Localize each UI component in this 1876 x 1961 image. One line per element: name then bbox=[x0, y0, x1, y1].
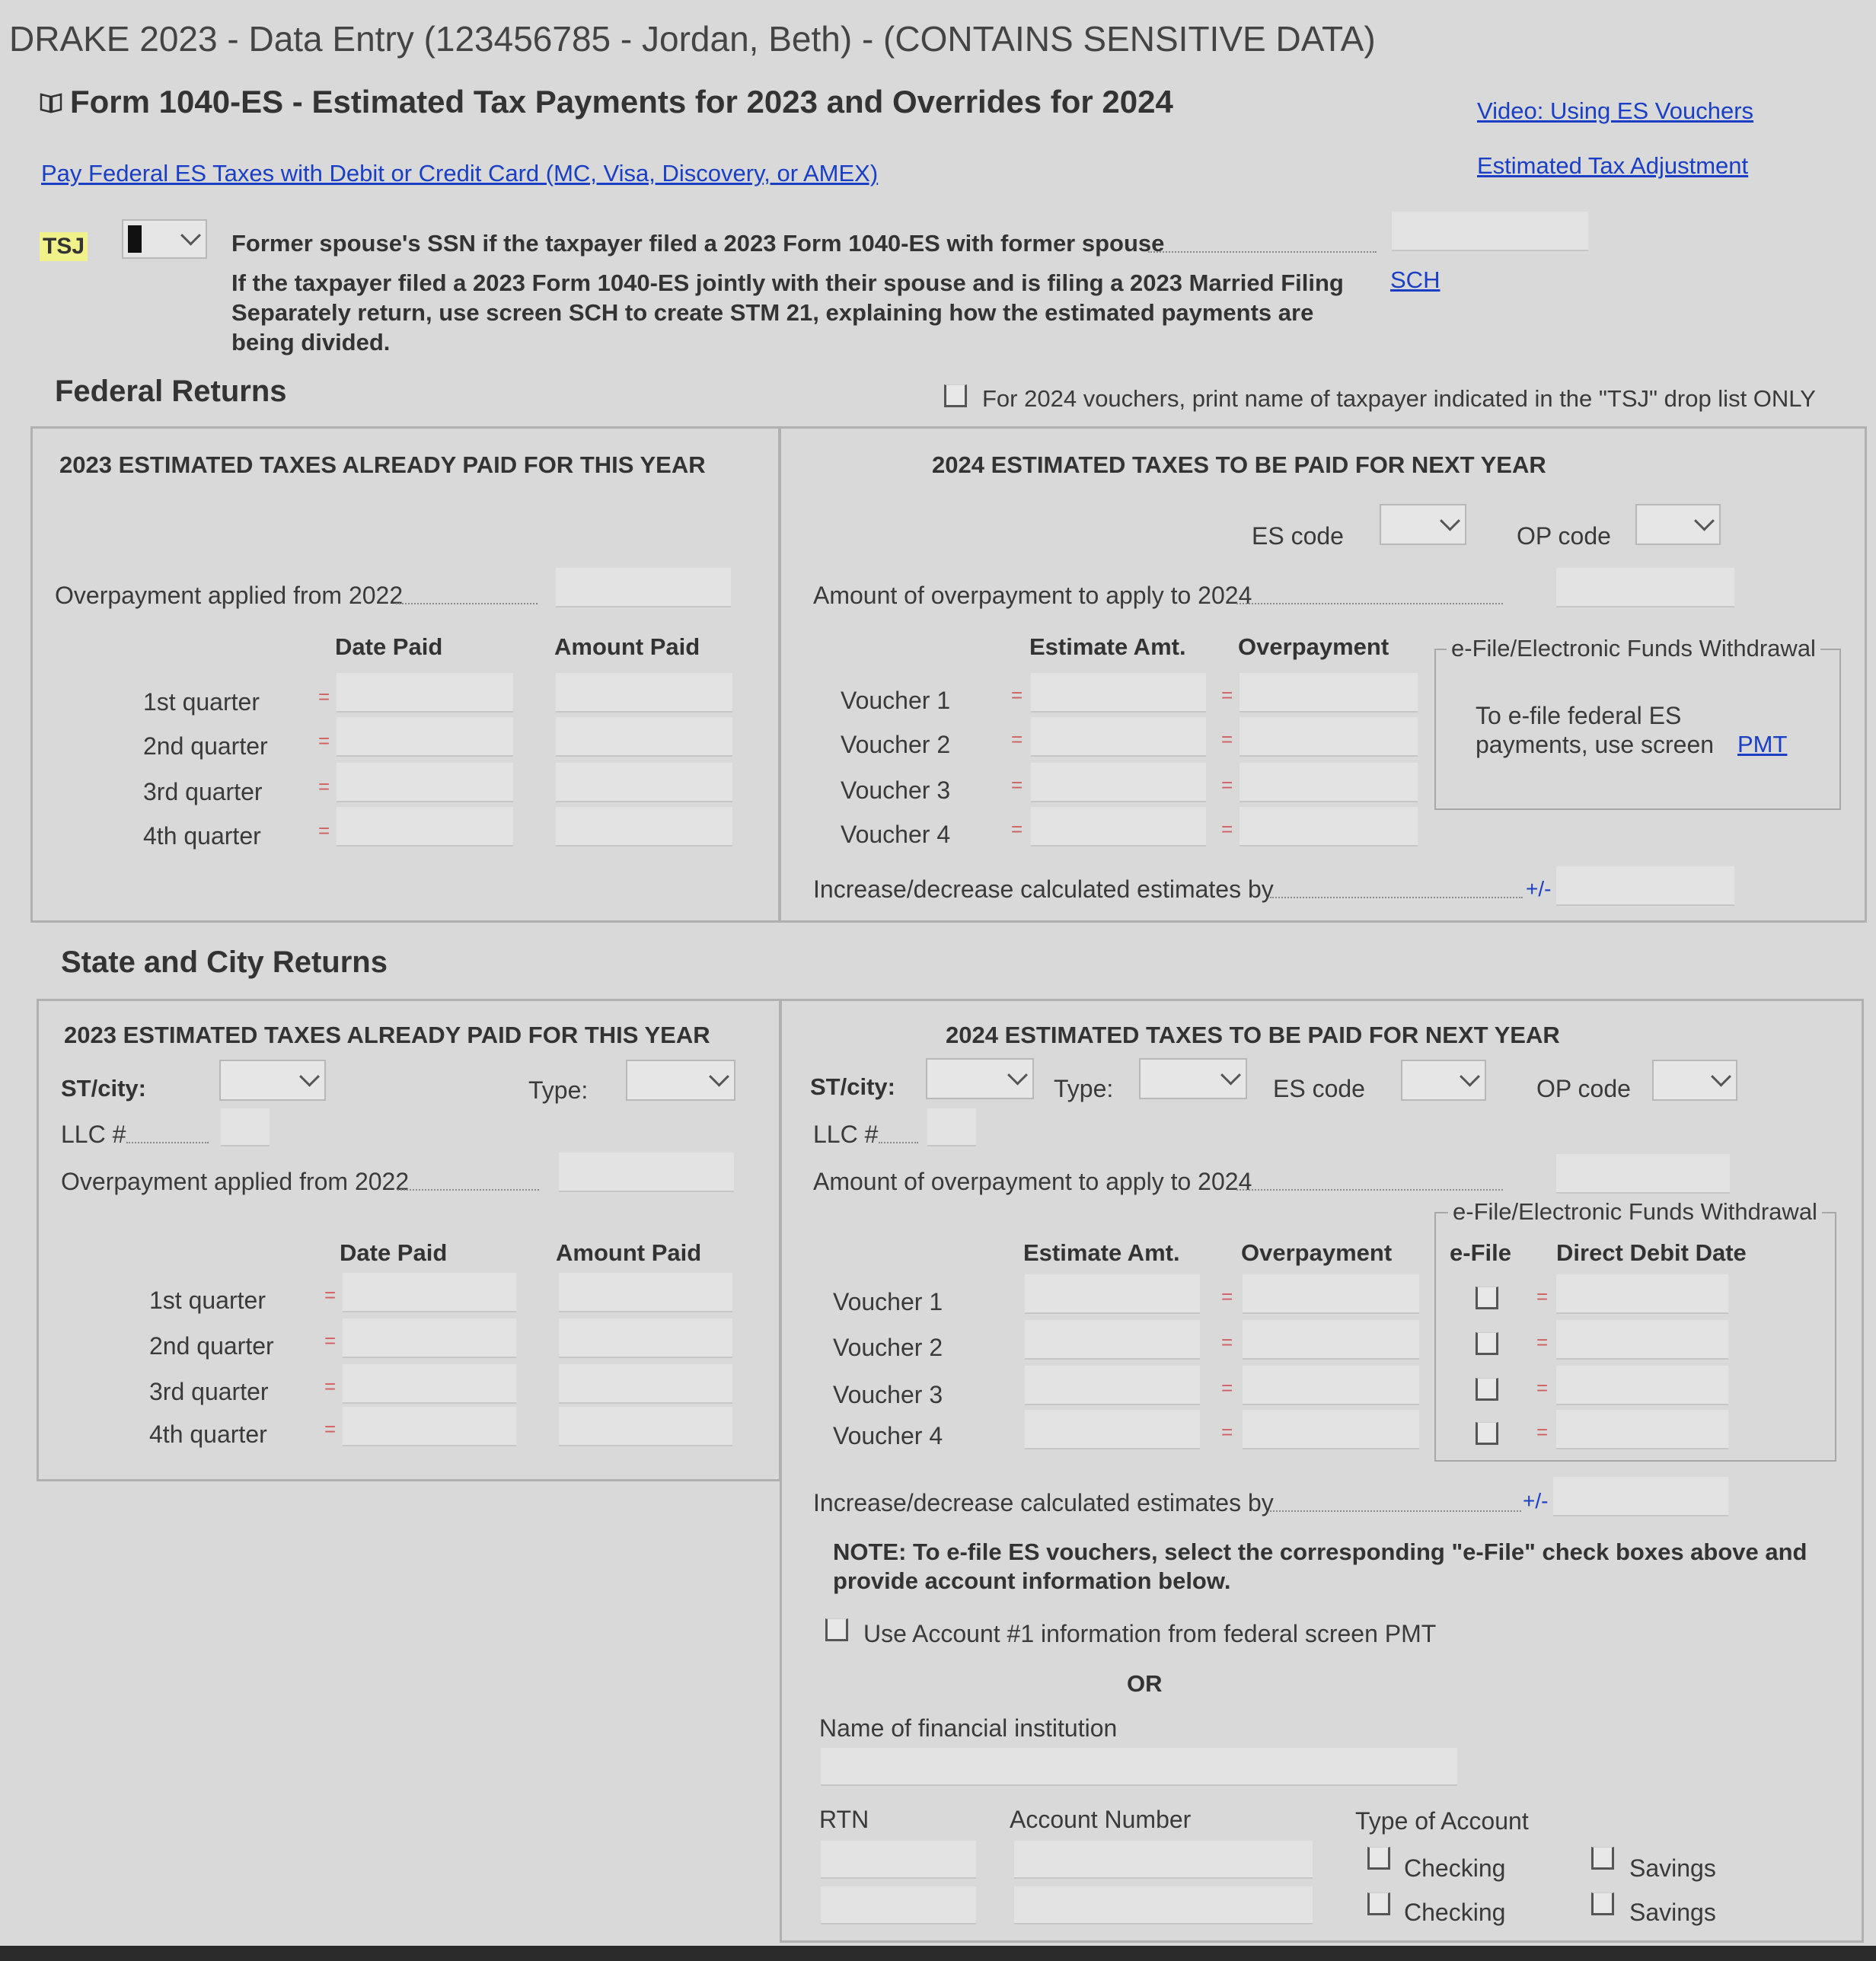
checking-checkbox-2[interactable] bbox=[1367, 1892, 1390, 1915]
state-v4-estimate-field[interactable] bbox=[1025, 1410, 1200, 1449]
book-icon bbox=[40, 91, 62, 113]
equals-icon: = bbox=[1221, 1285, 1233, 1308]
equals-icon: = bbox=[1221, 1331, 1233, 1354]
state-incdec-field[interactable] bbox=[1553, 1477, 1728, 1516]
fed-es-code-label: ES code bbox=[1252, 522, 1344, 550]
fed-voucher-label: Voucher 4 bbox=[841, 821, 951, 848]
state-paid-type-dropdown[interactable] bbox=[626, 1060, 735, 1101]
state-v4-efile-checkbox[interactable] bbox=[1476, 1422, 1498, 1445]
state-next-stcity-dropdown[interactable] bbox=[926, 1058, 1034, 1099]
state-v2-efile-checkbox[interactable] bbox=[1476, 1332, 1498, 1355]
dot-leader bbox=[879, 1142, 918, 1143]
plus-minus-icon: +/- bbox=[1523, 1489, 1549, 1513]
state-voucher-label: Voucher 1 bbox=[833, 1288, 943, 1315]
chevron-down-icon bbox=[180, 225, 201, 246]
chevron-down-icon bbox=[1440, 511, 1460, 531]
print-tsj-name-checkbox[interactable] bbox=[944, 384, 967, 407]
federal-returns-heading: Federal Returns bbox=[55, 375, 287, 408]
account-number-field-1[interactable] bbox=[1014, 1841, 1313, 1879]
fed-q3-date-field[interactable] bbox=[337, 763, 513, 802]
equals-icon: = bbox=[1221, 1376, 1233, 1399]
equals-icon: = bbox=[324, 1329, 337, 1352]
state-v3-overpay-field[interactable] bbox=[1243, 1366, 1419, 1405]
dot-leader bbox=[1270, 1510, 1521, 1512]
fed-v3-estimate-field[interactable] bbox=[1031, 763, 1206, 802]
chevron-down-icon bbox=[1007, 1065, 1028, 1086]
checking-checkbox-1[interactable] bbox=[1367, 1847, 1390, 1870]
state-paid-llc-field[interactable] bbox=[221, 1108, 270, 1146]
state-next-type-dropdown[interactable] bbox=[1139, 1058, 1247, 1099]
fed-quarter-label: 4th quarter bbox=[143, 822, 261, 850]
pay-federal-es-link[interactable]: Pay Federal ES Taxes with Debit or Credit Card (MC, Visa, Discovery, or AMEX) bbox=[41, 160, 879, 187]
state-q3-date-field[interactable] bbox=[343, 1364, 516, 1404]
chevron-down-icon bbox=[1220, 1065, 1241, 1086]
state-es-code-dropdown[interactable] bbox=[1401, 1060, 1486, 1101]
dot-leader bbox=[397, 1189, 539, 1191]
state-debit-date-header: Direct Debit Date bbox=[1556, 1239, 1747, 1266]
state-v2-estimate-field[interactable] bbox=[1025, 1320, 1200, 1360]
fed-quarter-label: 2nd quarter bbox=[143, 732, 268, 760]
fed-v2-overpay-field[interactable] bbox=[1240, 717, 1418, 757]
state-q1-date-field[interactable] bbox=[343, 1273, 516, 1312]
fed-overpay-2024-label: Amount of overpayment to apply to 2024 bbox=[813, 582, 1252, 609]
equals-icon: = bbox=[318, 685, 330, 708]
state-v4-debit-date-field[interactable] bbox=[1556, 1410, 1728, 1449]
equals-icon: = bbox=[324, 1375, 337, 1398]
state-paid-stcity-label: ST/city: bbox=[61, 1075, 146, 1102]
chevron-down-icon bbox=[709, 1067, 729, 1087]
state-incdec-label: Increase/decrease calculated estimates by bbox=[813, 1489, 1274, 1516]
equals-icon: = bbox=[1011, 818, 1023, 840]
state-next-type-label: Type: bbox=[1054, 1075, 1114, 1102]
dot-leader bbox=[396, 603, 538, 604]
fed-v3-overpay-field[interactable] bbox=[1240, 763, 1418, 802]
form-title bbox=[40, 84, 1173, 120]
fed-overpayment-2022-field[interactable] bbox=[556, 568, 731, 607]
tsj-selected-swatch bbox=[128, 225, 142, 253]
state-q2-amount-field[interactable] bbox=[559, 1318, 732, 1358]
state-v1-debit-date-field[interactable] bbox=[1556, 1274, 1728, 1314]
equals-icon: = bbox=[318, 819, 330, 842]
state-overpayment-2022-field[interactable] bbox=[559, 1153, 734, 1192]
fed-q2-amount-field[interactable] bbox=[556, 717, 732, 757]
rtn-field-1[interactable] bbox=[821, 1841, 976, 1879]
former-spouse-ssn-label: Former spouse's SSN if the taxpayer filed a 2023 Form 1040-ES with former spouse bbox=[231, 230, 1165, 257]
type-of-account-label: Type of Account bbox=[1355, 1807, 1529, 1835]
form-title-text: Form 1040-ES - Estimated Tax Payments for 2023 and Overrides for 2024 bbox=[70, 84, 1173, 120]
state-v1-efile-checkbox[interactable] bbox=[1476, 1287, 1498, 1309]
state-es-code-label: ES code bbox=[1273, 1075, 1365, 1102]
fin-inst-field[interactable] bbox=[821, 1748, 1457, 1786]
chevron-down-icon bbox=[299, 1067, 320, 1087]
state-v2-overpay-field[interactable] bbox=[1243, 1320, 1419, 1360]
fed-voucher-label: Voucher 2 bbox=[841, 731, 951, 758]
state-q4-date-field[interactable] bbox=[343, 1407, 516, 1446]
fed-incdec-field[interactable] bbox=[1556, 866, 1734, 906]
fed-efile-text1: To e-file federal ES bbox=[1476, 702, 1682, 729]
fed-voucher-label: Voucher 3 bbox=[841, 776, 951, 804]
dot-leader bbox=[1236, 1189, 1503, 1191]
tsj-badge: TSJ bbox=[40, 232, 88, 261]
state-paid-llc-label: LLC # bbox=[61, 1121, 126, 1148]
fed-overpay-2024-field[interactable] bbox=[1556, 568, 1734, 607]
dot-leader bbox=[1270, 897, 1523, 898]
state-op-code-dropdown[interactable] bbox=[1652, 1060, 1737, 1101]
state-v3-efile-checkbox[interactable] bbox=[1476, 1378, 1498, 1401]
equals-icon: = bbox=[324, 1417, 337, 1440]
state-overpayment-header: Overpayment bbox=[1241, 1239, 1393, 1266]
mfs-note: If the taxpayer filed a 2023 Form 1040-ES jointly with their spouse and is filing a 2023 Married Filing Separately return, use screen SCH to create STM 21, explaining how the estimated payments are being divided. bbox=[231, 269, 1344, 356]
chevron-down-icon bbox=[1711, 1067, 1731, 1087]
state-q4-amount-field[interactable] bbox=[559, 1407, 732, 1446]
savings-checkbox-1[interactable] bbox=[1591, 1847, 1614, 1870]
fed-es-code-dropdown[interactable] bbox=[1380, 504, 1466, 545]
state-returns-heading: State and City Returns bbox=[61, 945, 388, 979]
equals-icon: = bbox=[1536, 1331, 1549, 1354]
savings-label: Savings bbox=[1629, 1899, 1716, 1926]
equals-icon: = bbox=[1221, 818, 1233, 840]
dot-leader bbox=[1236, 603, 1503, 604]
fed-op-code-label: OP code bbox=[1517, 522, 1611, 550]
state-next-llc-field[interactable] bbox=[927, 1108, 976, 1146]
fed-efile-text2: payments, use screen bbox=[1476, 731, 1715, 758]
state-efile-group-title: e-File/Electronic Funds Withdrawal bbox=[1448, 1198, 1822, 1226]
checking-label: Checking bbox=[1404, 1854, 1506, 1882]
state-date-paid-header: Date Paid bbox=[340, 1239, 448, 1266]
or-label: OR bbox=[1127, 1670, 1163, 1697]
state-v3-debit-date-field[interactable] bbox=[1556, 1366, 1728, 1405]
equals-icon: = bbox=[1011, 684, 1023, 706]
fed-quarter-label: 3rd quarter bbox=[143, 778, 263, 805]
fed-v4-estimate-field[interactable] bbox=[1031, 807, 1206, 847]
federal-next-heading: 2024 ESTIMATED TAXES TO BE PAID FOR NEXT YEAR bbox=[932, 451, 1546, 478]
equals-icon: = bbox=[318, 775, 330, 798]
state-overpay-2024-label: Amount of overpayment to apply to 2024 bbox=[813, 1168, 1252, 1195]
state-quarter-label: 2nd quarter bbox=[149, 1332, 274, 1360]
state-next-heading: 2024 ESTIMATED TAXES TO BE PAID FOR NEXT YEAR bbox=[946, 1022, 1560, 1048]
plus-minus-icon: +/- bbox=[1526, 877, 1552, 901]
window-title: DRAKE 2023 - Data Entry (123456785 - Jordan, Beth) - (CONTAINS SENSITIVE DATA) bbox=[9, 19, 1376, 59]
state-quarter-label: 3rd quarter bbox=[149, 1378, 269, 1405]
state-next-llc-label: LLC # bbox=[813, 1121, 879, 1148]
rtn-field-2[interactable] bbox=[821, 1886, 976, 1924]
equals-icon: = bbox=[1536, 1421, 1549, 1443]
fed-q4-amount-field[interactable] bbox=[556, 807, 732, 847]
print-tsj-name-label: For 2024 vouchers, print name of taxpayer indicated in the "TSJ" drop list ONLY bbox=[982, 385, 1816, 412]
sch-link[interactable]: SCH bbox=[1390, 266, 1440, 293]
savings-checkbox-2[interactable] bbox=[1591, 1892, 1614, 1915]
equals-icon: = bbox=[1536, 1376, 1549, 1399]
equals-icon: = bbox=[1221, 728, 1233, 751]
efile-note: NOTE: To e-file ES vouchers, select the corresponding "e-File" check boxes above and provide account information below. bbox=[833, 1539, 1807, 1594]
chevron-down-icon bbox=[1694, 511, 1715, 531]
state-v2-debit-date-field[interactable] bbox=[1556, 1320, 1728, 1360]
state-efile-col-header: e-File bbox=[1450, 1239, 1511, 1266]
fed-v1-estimate-field[interactable] bbox=[1031, 673, 1206, 713]
state-next-stcity-label: ST/city: bbox=[810, 1073, 895, 1100]
equals-icon: = bbox=[1011, 773, 1023, 796]
equals-icon: = bbox=[1221, 684, 1233, 706]
state-v1-overpay-field[interactable] bbox=[1243, 1274, 1419, 1314]
equals-icon: = bbox=[318, 729, 330, 752]
fed-quarter-label: 1st quarter bbox=[143, 688, 260, 716]
savings-label: Savings bbox=[1629, 1854, 1716, 1882]
state-paid-heading: 2023 ESTIMATED TAXES ALREADY PAID FOR THIS YEAR bbox=[64, 1022, 710, 1048]
fed-amount-paid-header: Amount Paid bbox=[554, 633, 700, 660]
equals-icon: = bbox=[1011, 728, 1023, 751]
equals-icon: = bbox=[1536, 1285, 1549, 1308]
fed-voucher-label: Voucher 1 bbox=[841, 687, 951, 714]
fed-v4-overpay-field[interactable] bbox=[1240, 807, 1418, 847]
equals-icon: = bbox=[1221, 1421, 1233, 1443]
state-amount-paid-header: Amount Paid bbox=[556, 1239, 702, 1266]
fed-q1-date-field[interactable] bbox=[337, 673, 513, 713]
state-v3-estimate-field[interactable] bbox=[1025, 1366, 1200, 1405]
state-quarter-label: 1st quarter bbox=[149, 1287, 266, 1314]
fed-overpayment-header: Overpayment bbox=[1238, 633, 1389, 660]
use-account-1-checkbox[interactable] bbox=[825, 1618, 848, 1641]
video-es-vouchers-link[interactable]: Video: Using ES Vouchers bbox=[1477, 97, 1754, 124]
fed-overpayment-2022-label: Overpayment applied from 2022 bbox=[55, 582, 404, 609]
state-overpayment-2022-label: Overpayment applied from 2022 bbox=[61, 1168, 410, 1195]
tsj-dropdown[interactable] bbox=[122, 219, 207, 259]
fed-v2-estimate-field[interactable] bbox=[1031, 717, 1206, 757]
dot-leader bbox=[1148, 251, 1377, 253]
equals-icon: = bbox=[324, 1283, 337, 1306]
state-voucher-label: Voucher 2 bbox=[833, 1334, 943, 1361]
checking-label: Checking bbox=[1404, 1899, 1506, 1926]
fed-q4-date-field[interactable] bbox=[337, 807, 513, 847]
use-account-1-label: Use Account #1 information from federal screen PMT bbox=[863, 1620, 1437, 1647]
state-quarter-label: 4th quarter bbox=[149, 1421, 267, 1448]
state-q1-amount-field[interactable] bbox=[559, 1273, 732, 1312]
fed-date-paid-header: Date Paid bbox=[335, 633, 443, 660]
pmt-link[interactable]: PMT bbox=[1737, 731, 1788, 757]
fed-op-code-dropdown[interactable] bbox=[1635, 504, 1721, 545]
state-v4-overpay-field[interactable] bbox=[1243, 1410, 1419, 1449]
state-estimate-amt-header: Estimate Amt. bbox=[1023, 1239, 1180, 1266]
dot-leader bbox=[126, 1142, 209, 1143]
fed-incdec-label: Increase/decrease calculated estimates by bbox=[813, 875, 1274, 903]
fed-q2-date-field[interactable] bbox=[337, 717, 513, 757]
state-q2-date-field[interactable] bbox=[343, 1318, 516, 1358]
chevron-down-icon bbox=[1460, 1067, 1480, 1087]
fin-inst-label: Name of financial institution bbox=[819, 1714, 1118, 1742]
state-v1-estimate-field[interactable] bbox=[1025, 1274, 1200, 1314]
fed-v1-overpay-field[interactable] bbox=[1240, 673, 1418, 713]
state-paid-stcity-dropdown[interactable] bbox=[219, 1060, 326, 1101]
fed-estimate-amt-header: Estimate Amt. bbox=[1029, 633, 1186, 660]
state-paid-type-label: Type: bbox=[528, 1076, 589, 1104]
rtn-label: RTN bbox=[819, 1806, 869, 1833]
state-op-code-label: OP code bbox=[1536, 1075, 1631, 1102]
former-spouse-ssn-field[interactable] bbox=[1392, 212, 1588, 251]
fed-efile-group-title: e-File/Electronic Funds Withdrawal bbox=[1447, 635, 1820, 662]
state-overpay-2024-field[interactable] bbox=[1556, 1154, 1730, 1194]
state-voucher-label: Voucher 3 bbox=[833, 1381, 943, 1408]
state-voucher-label: Voucher 4 bbox=[833, 1422, 943, 1449]
estimated-tax-adjustment-link[interactable]: Estimated Tax Adjustment bbox=[1477, 152, 1749, 179]
bottom-edge bbox=[0, 1946, 1876, 1961]
fed-q1-amount-field[interactable] bbox=[556, 673, 732, 713]
fed-q3-amount-field[interactable] bbox=[556, 763, 732, 802]
state-q3-amount-field[interactable] bbox=[559, 1364, 732, 1404]
federal-paid-heading: 2023 ESTIMATED TAXES ALREADY PAID FOR THIS YEAR bbox=[59, 451, 706, 478]
equals-icon: = bbox=[1221, 773, 1233, 796]
account-number-label: Account Number bbox=[1010, 1806, 1192, 1833]
account-number-field-2[interactable] bbox=[1014, 1886, 1313, 1924]
